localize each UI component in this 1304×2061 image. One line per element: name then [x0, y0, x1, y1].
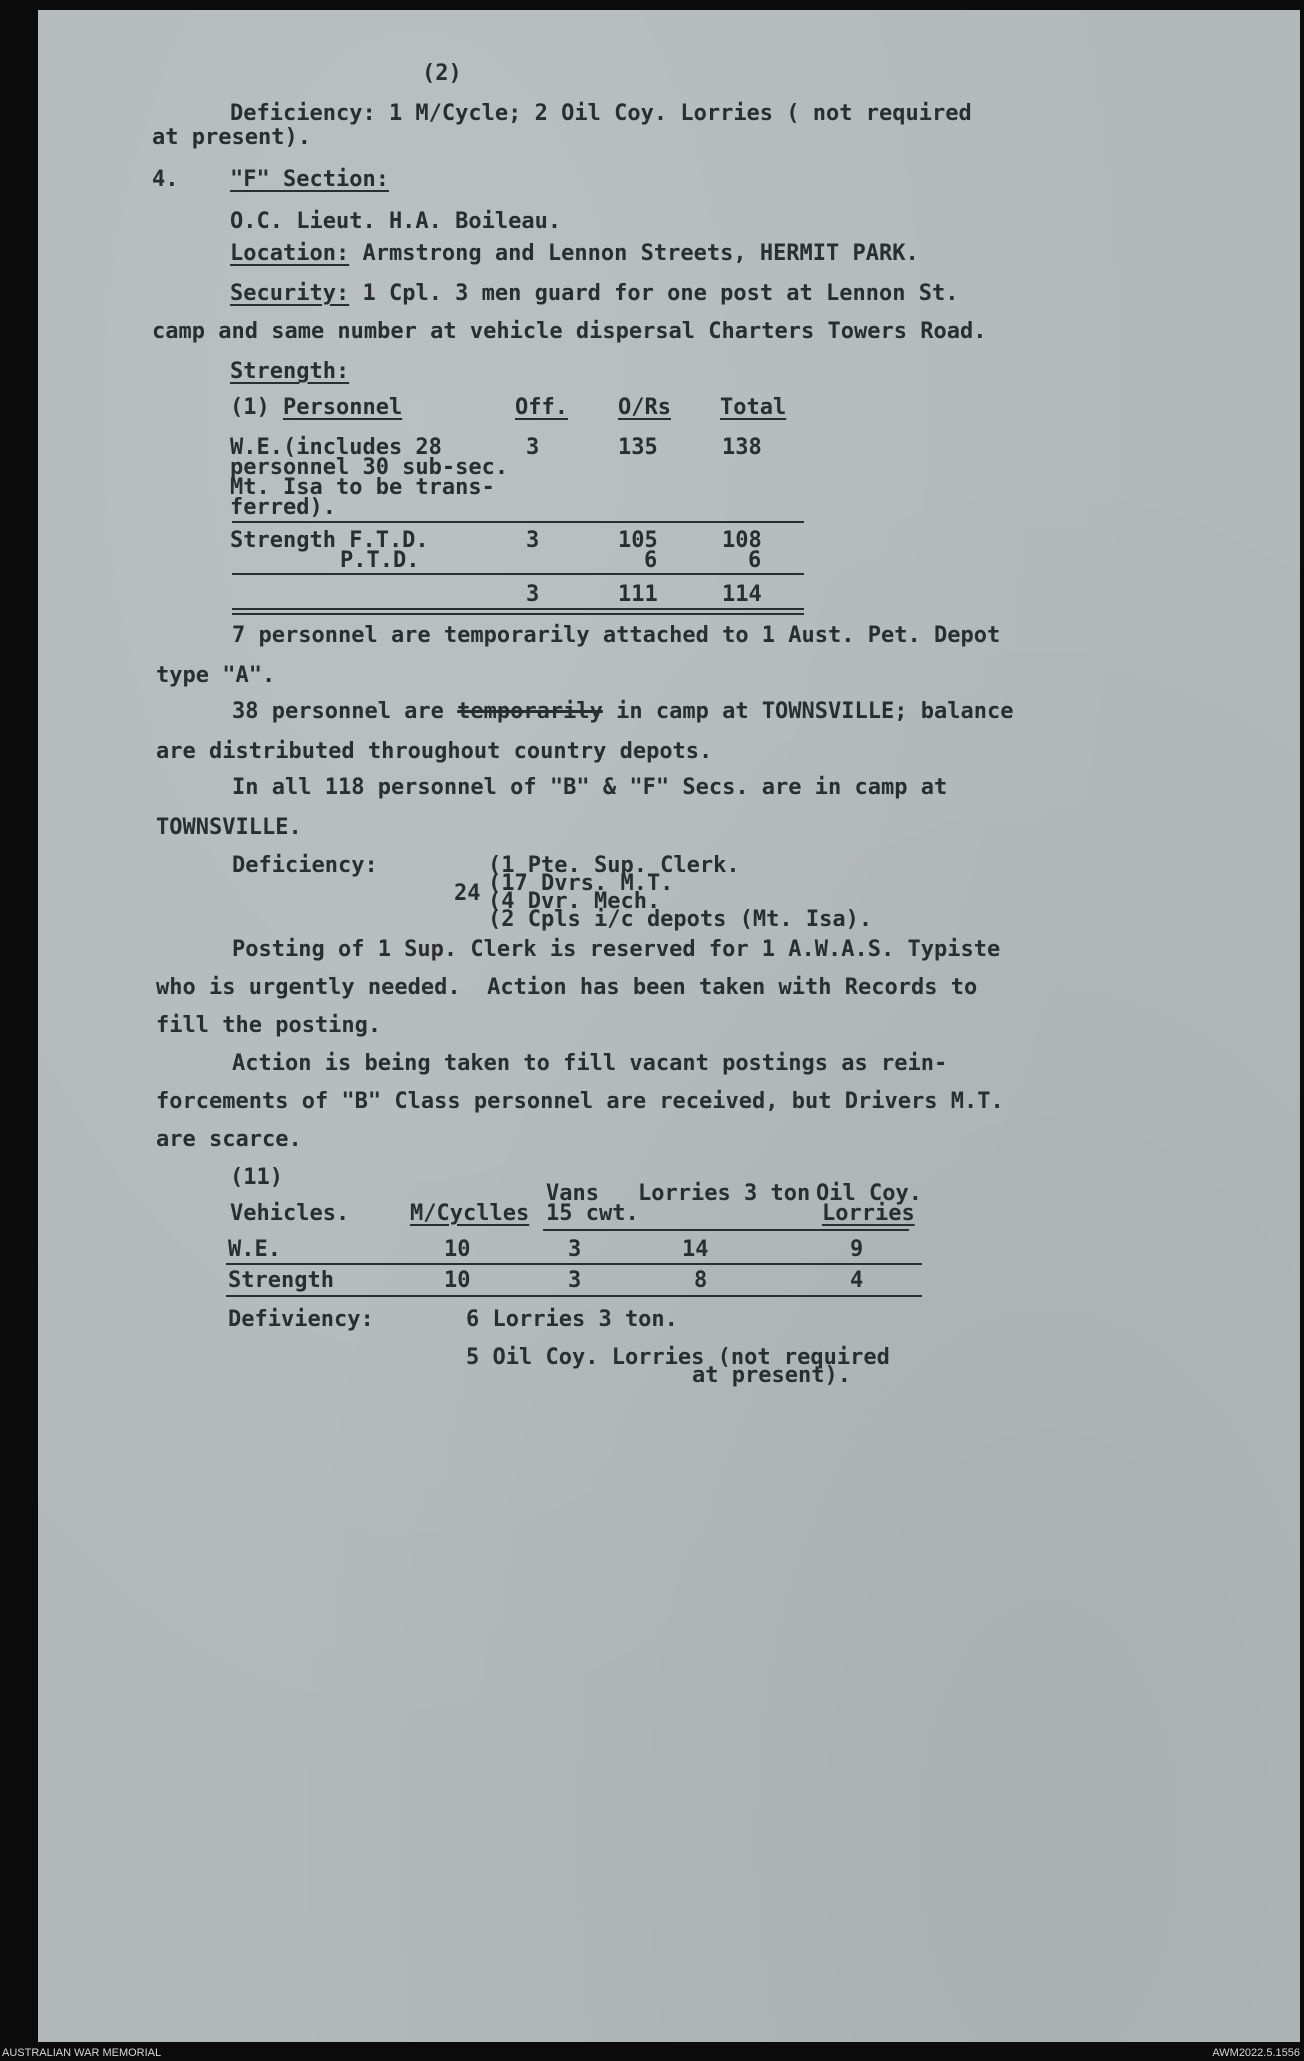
col-mcycles: M/Cyclles: [410, 1201, 530, 1226]
vehicles-strength-lorries: 8: [694, 1268, 708, 1293]
col-off: Off.: [515, 395, 568, 420]
deficiency-item-4: (2 Cpls i/c depots (Mt. Isa).: [488, 907, 873, 932]
vehicles-deficiency-label: Defiviency:: [228, 1307, 374, 1332]
vehicles-rule-1: [226, 1263, 922, 1265]
p2-line1-end: in camp at TOWNSVILLE; balance: [602, 699, 1014, 724]
ftd-total: 108: [722, 528, 762, 553]
p3-line2: TOWNSVILLE.: [156, 815, 302, 840]
section-security-line2: camp and same number at vehicle dispersal Charters Towers Road.: [152, 319, 987, 344]
col-total: Total: [720, 395, 787, 420]
footer-institution: AUSTRALIAN WAR MEMORIAL: [2, 2047, 162, 2059]
vehicles-we-vans: 3: [568, 1237, 582, 1262]
col-vans-2: 15 cwt.: [546, 1201, 639, 1226]
personnel-heading-num: (1): [230, 395, 283, 420]
sum-total: 114: [722, 582, 762, 607]
ptd-total: 6: [748, 548, 762, 573]
posting-line3: fill the posting.: [156, 1013, 382, 1038]
we-label-line3: Mt. Isa to be trans-: [230, 475, 495, 500]
footer-reference: AWM2022.5.1556: [1212, 2047, 1300, 2059]
deficiency-count: 24: [454, 881, 481, 906]
col-oil-1: Oil Coy.: [816, 1181, 922, 1206]
sum-off: 3: [526, 582, 540, 607]
deficiency-item-3: (4 Dvr. Mech.: [488, 889, 661, 914]
vehicles-deficiency-line2: 5 Oil Coy. Lorries (not required: [466, 1345, 890, 1370]
document-page: [38, 10, 1300, 2042]
location-text: Armstrong and Lennon Streets, HERMIT PARK.: [349, 241, 919, 266]
section-location: [230, 242, 919, 266]
security-text: 1 Cpl. 3 men guard for one post at Lennon St.: [349, 281, 959, 306]
vehicles-we-lorries: 14: [682, 1237, 709, 1262]
vehicles-rule-2: [226, 1295, 922, 1297]
table-rule-4: [232, 613, 804, 615]
vehicles-strength-label: Strength: [228, 1268, 334, 1293]
col-ors: O/Rs: [618, 395, 671, 420]
vehicles-we-mcycles: 10: [444, 1237, 471, 1262]
personnel-heading: [230, 396, 402, 420]
ftd-off: 3: [526, 528, 540, 553]
vehicles-we-label: W.E.: [228, 1237, 281, 1262]
vehicles-heading: (11): [230, 1165, 283, 1190]
vehicles-deficiency-line3: at present).: [692, 1363, 851, 1388]
header-deficiency-line2: at present).: [152, 125, 311, 150]
table-rule-2: [232, 573, 804, 575]
col-vans-1: Vans: [546, 1181, 599, 1206]
strength-ptd-label: P.T.D.: [340, 548, 420, 573]
p2-line1-start: 38 personnel are: [232, 699, 458, 724]
p1-line1: 7 personnel are temporarily attached to 1 Aust. Pet. Depot: [232, 623, 1001, 648]
action-line2: forcements of "B" Class personnel are received, but Drivers M.T.: [156, 1089, 1004, 1114]
vehicles-deficiency-line1: 6 Lorries 3 ton.: [466, 1307, 678, 1332]
section-security: [230, 282, 959, 306]
posting-line2: who is urgently needed. Action has been taken with Records to: [156, 975, 978, 1000]
security-label: Security:: [230, 281, 350, 306]
we-total: 138: [722, 435, 762, 460]
vehicles-we-oil: 9: [850, 1237, 864, 1262]
section-title: "F" Section:: [230, 167, 389, 192]
posting-line1: Posting of 1 Sup. Clerk is reserved for 1 A.W.A.S. Typiste: [232, 937, 1001, 962]
vehicles-label: Vehicles.: [230, 1201, 350, 1226]
we-off: 3: [526, 435, 540, 460]
page-number: (2): [422, 61, 462, 86]
deficiency-item-1: (1 Pte. Sup. Clerk.: [488, 853, 740, 878]
location-label: Location:: [230, 241, 350, 266]
we-ors: 135: [618, 435, 658, 460]
p2-struck-word: temporarily: [457, 699, 603, 724]
p2-line2: are distributed throughout country depots.: [156, 739, 713, 764]
table-rule-1: [232, 521, 804, 523]
col-oil-2: Lorries: [822, 1201, 915, 1226]
vehicles-strength-vans: 3: [568, 1268, 582, 1293]
strength-ftd-label: Strength F.T.D.: [230, 528, 429, 553]
ptd-ors: 6: [644, 548, 658, 573]
col-lorries: Lorries 3 ton: [638, 1181, 811, 1206]
strength-heading: Strength:: [230, 359, 350, 384]
personnel-heading-label: Personnel: [282, 395, 403, 420]
section-number: 4.: [152, 167, 179, 192]
sum-ors: 111: [618, 582, 658, 607]
ftd-ors: 105: [618, 528, 658, 553]
vehicles-strength-mcycles: 10: [444, 1268, 471, 1293]
header-deficiency-line1: Deficiency: 1 M/Cycle; 2 Oil Coy. Lorries ( not required: [230, 101, 972, 126]
action-line3: are scarce.: [156, 1127, 302, 1152]
deficiency-label: Deficiency:: [232, 853, 378, 878]
we-label-line4: ferred).: [230, 495, 336, 520]
action-line1: Action is being taken to fill vacant postings as rein-: [232, 1051, 948, 1076]
vehicles-rule-header: [543, 1229, 909, 1231]
table-rule-3: [232, 608, 804, 610]
vehicles-strength-oil: 4: [850, 1268, 864, 1293]
we-label-line1: W.E.(includes 28: [230, 435, 442, 460]
we-label-line2: personnel 30 sub-sec.: [230, 455, 509, 480]
deficiency-item-2: (17 Dvrs. M.T.: [488, 871, 674, 896]
section-oc: O.C. Lieut. H.A. Boileau.: [230, 209, 562, 234]
p2-line1: [232, 700, 1013, 724]
p3-line1: In all 118 personnel of "B" & "F" Secs. are in camp at: [232, 775, 948, 800]
p1-line2: type "A".: [156, 663, 276, 688]
